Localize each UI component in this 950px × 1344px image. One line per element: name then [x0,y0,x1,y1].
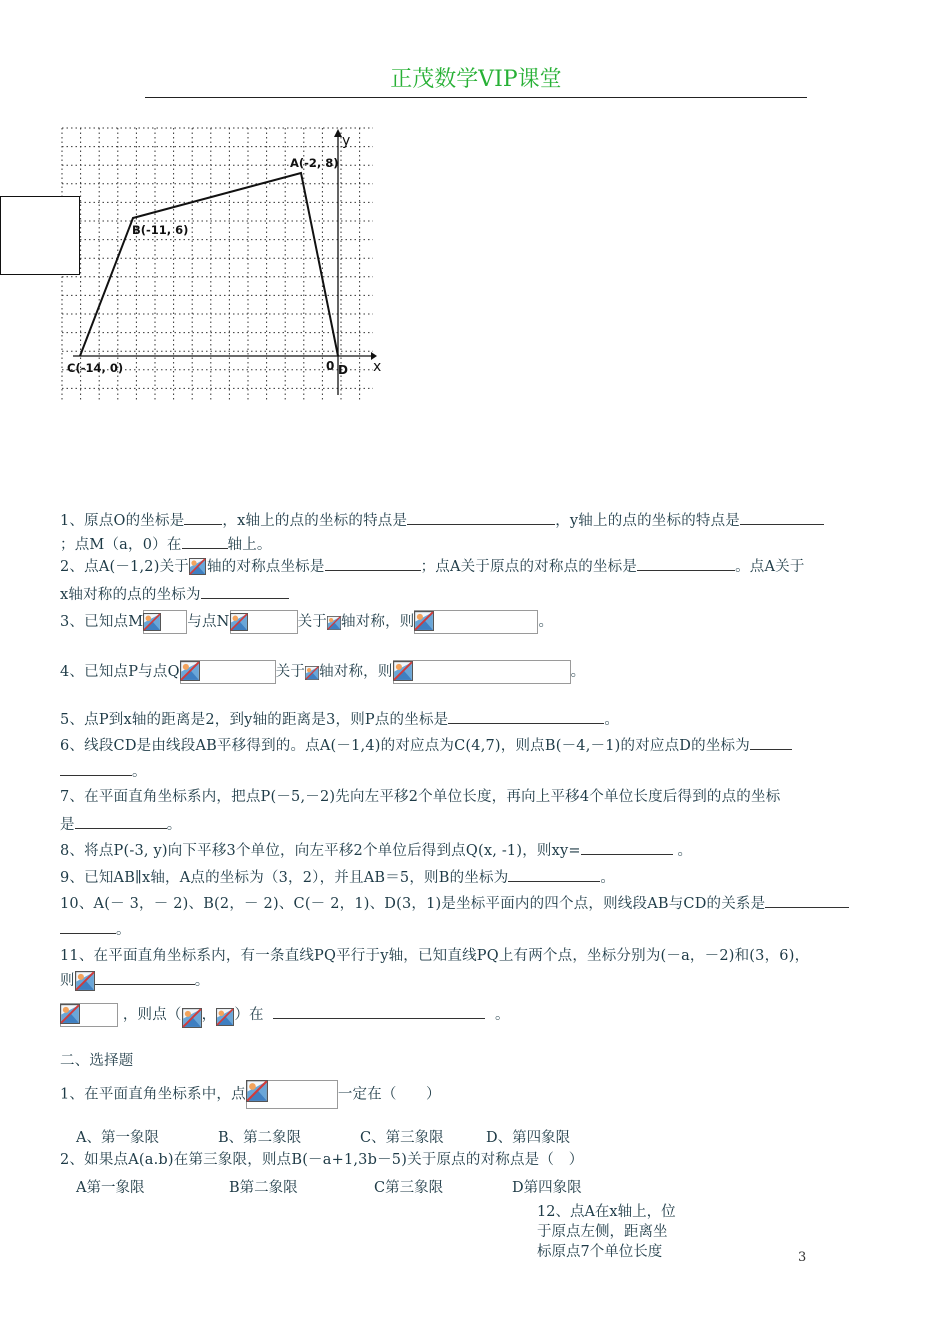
question-2-line-1 [60,556,805,576]
question-9 [60,867,615,887]
q7-blank[interactable] [75,814,167,829]
q11-text-b: 则 [60,973,75,989]
q11-text-a: 11、在平面直角坐标系内，有一条直线PQ平行于y轴，已知直线PQ上有两个点，坐标分别为(－a，－2)和(3，6)， [60,948,810,964]
q6-blank-1[interactable] [750,735,792,750]
q7-text-a: 7、在平面直角坐标系内，把点P(－5,－2)先向左平移2个单位长度，再向上平移4个单位长度后得到的点的坐标 [60,789,781,805]
question-5 [60,709,619,729]
q6-text-a: 6、线段CD是由线段AB平移得到的。点A(－1,4)的对应点为C(4,7)，则点B(－4,－1)的对应点D的坐标为 [60,738,750,754]
q11-text-c: 。 [194,973,210,989]
q2-missing-image-icon [189,558,207,576]
s2-option-a[interactable]: A第一象限 [76,1180,145,1196]
question-10-line-2 [60,919,131,939]
q3-text-a: 3、已知点M [60,614,144,630]
question-2-line-2 [60,584,289,604]
q8-text-a: 8、将点P(-3, y)向下平移3个单位，向左平移2个单位后得到点Q(x, -1)，则xy= [60,843,581,859]
q1-text-c: ，y轴上的点的坐标的特点是 [555,513,740,529]
s1-option-d[interactable]: D、第四象限 [486,1130,571,1146]
q9-text-a: 9、已知AB∥x轴，A点的坐标为（3，2），并且AB＝5，则B的坐标为 [60,870,509,886]
page-header-title: 正茂数学VIP课堂 [390,67,562,92]
question-1-line-2 [60,534,272,554]
q4-text-d: 。 [570,664,586,680]
q3-text-c: 关于 [297,614,327,630]
q2-text-c: ；点A关于原点的对称点的坐标是 [420,559,638,575]
q4-text-c: 轴对称，则 [319,664,393,680]
q11-text-d: ，则点（ [122,1007,182,1023]
s1-option-c[interactable]: C、第三象限 [360,1130,444,1146]
q3-image-box-2 [230,610,298,634]
question-4 [60,660,585,684]
q5-text-b: 。 [604,712,620,728]
choice-question-1 [60,1080,441,1109]
q1-text-e: 轴上。 [227,537,272,553]
q11-blank-1[interactable] [95,970,195,985]
q11-image-box [60,1003,118,1027]
question-7-line-2 [60,814,181,834]
section-2-title: 二、选择题 [60,1053,134,1069]
q8-blank[interactable] [581,840,673,855]
q2-text-d: 。点A关于 [735,559,805,575]
q11-point-y-image-icon [216,1005,234,1025]
side-frame-box [0,196,80,275]
q3-axis-image-icon [327,613,341,631]
s2-option-d[interactable]: D第四象限 [512,1180,582,1196]
q11-text-e: ， [201,1007,217,1023]
q3-text-b: 与点N [187,614,230,630]
point-d-label: D [338,363,348,377]
coordinate-figure [55,125,382,407]
question-8 [60,840,692,860]
question-1-line-1 [60,510,824,530]
q4-text-b: 关于 [275,664,306,680]
q10-blank-2[interactable] [60,919,116,934]
q2-text-b: 轴的对称点坐标是 [206,559,325,575]
s2-option-c[interactable]: C第三象限 [374,1180,444,1196]
q1-blank-2[interactable] [407,510,555,525]
q11-text-f: ）在 [234,1007,264,1023]
q4-text-a: 4、已知点P与点Q [60,664,180,680]
q8-text-b: 。 [677,843,693,859]
q2-text-a: 2、点A(－1,2)关于 [60,559,189,575]
q2-text-e: x轴对称的点的坐标为 [60,587,201,603]
question-6-line-1 [60,735,792,755]
q1-blank-4[interactable] [182,534,228,549]
q6-text-b: 。 [132,764,147,780]
question-11-line-2 [60,970,209,991]
q11-text-g: 。 [494,1007,510,1023]
q10-text-a: 10、A(－ 3，－ 2)、B(2，－ 2)、C(－ 2，1)、D(3，1)是坐标平面内的四个点，则线段AB与CD的关系是 [60,896,766,912]
page-number: 3 [798,1250,807,1265]
s2-option-b[interactable]: B第二象限 [229,1180,298,1196]
q1-text-d: ；点M（a，0）在 [60,537,182,553]
q10-text-b: 。 [116,922,131,938]
point-b-label: B(-11, 6) [132,223,189,237]
question-7-line-1 [60,788,780,806]
s1-image-box [246,1080,338,1109]
q11-point-x-image-icon [182,1005,202,1025]
question-3 [60,610,553,634]
s1-text-b: 一定在（ ） [337,1086,441,1103]
q3-text-d: 轴对称，则 [340,614,415,630]
origin-label: 0 [326,359,335,373]
q4-axis-image-icon [305,663,319,681]
q7-text-b: 是 [60,817,75,833]
q2-blank-1[interactable] [325,556,421,571]
q10-blank-1[interactable] [765,893,849,908]
question-11-line-3 [60,1003,510,1027]
q1-blank-1[interactable] [184,510,222,525]
q2-blank-3[interactable] [201,584,289,599]
q9-text-b: 。 [600,870,616,886]
q7-text-c: 。 [166,817,182,833]
q5-text-a: 5、点P到x轴的距离是2，到y轴的距离是3，则P点的坐标是 [60,712,449,728]
q2-blank-2[interactable] [637,556,735,571]
s1-option-a[interactable]: A、第一象限 [76,1130,159,1146]
quadrilateral-abcd [80,173,338,356]
q9-blank[interactable] [508,867,600,882]
question-10-line-1 [60,893,849,913]
q6-blank-2[interactable] [60,761,132,776]
question-6-line-2 [60,761,147,781]
point-c-label: C(-14, 0) [67,361,124,375]
q1-blank-3[interactable] [740,510,824,525]
q4-answer-box[interactable] [393,660,571,684]
question-12-overflow-text: 12、点A在x轴上，位于原点左侧，距离坐标原点7个单位长度 [537,1204,676,1260]
axis-x-label: x [373,359,382,375]
q1-text-b: ，x轴上的点的坐标的特点是 [222,513,408,529]
q1-text-a: 1、原点O的坐标是 [60,513,185,529]
header-rule [145,97,807,98]
axis-y-label: y [342,133,351,149]
point-a-label: A(-2, 8) [290,156,339,170]
s1-text-a: 1、在平面直角坐标系中，点 [60,1086,246,1103]
q3-text-e: 。 [538,614,554,630]
q11-missing-image-icon [75,971,95,991]
q5-blank[interactable] [448,709,604,724]
question-11-line-1 [60,947,809,965]
choice-question-2: 2、如果点A(a.b)在第三象限，则点B(－a+1,3b－5)关于原点的对称点是（ ） [60,1152,584,1168]
q11-blank-2[interactable] [273,1004,485,1019]
s1-option-b[interactable]: B、第二象限 [218,1130,302,1146]
q4-image-box-1 [180,660,276,684]
q3-image-box-1 [143,610,187,634]
q3-answer-box[interactable] [414,610,538,634]
